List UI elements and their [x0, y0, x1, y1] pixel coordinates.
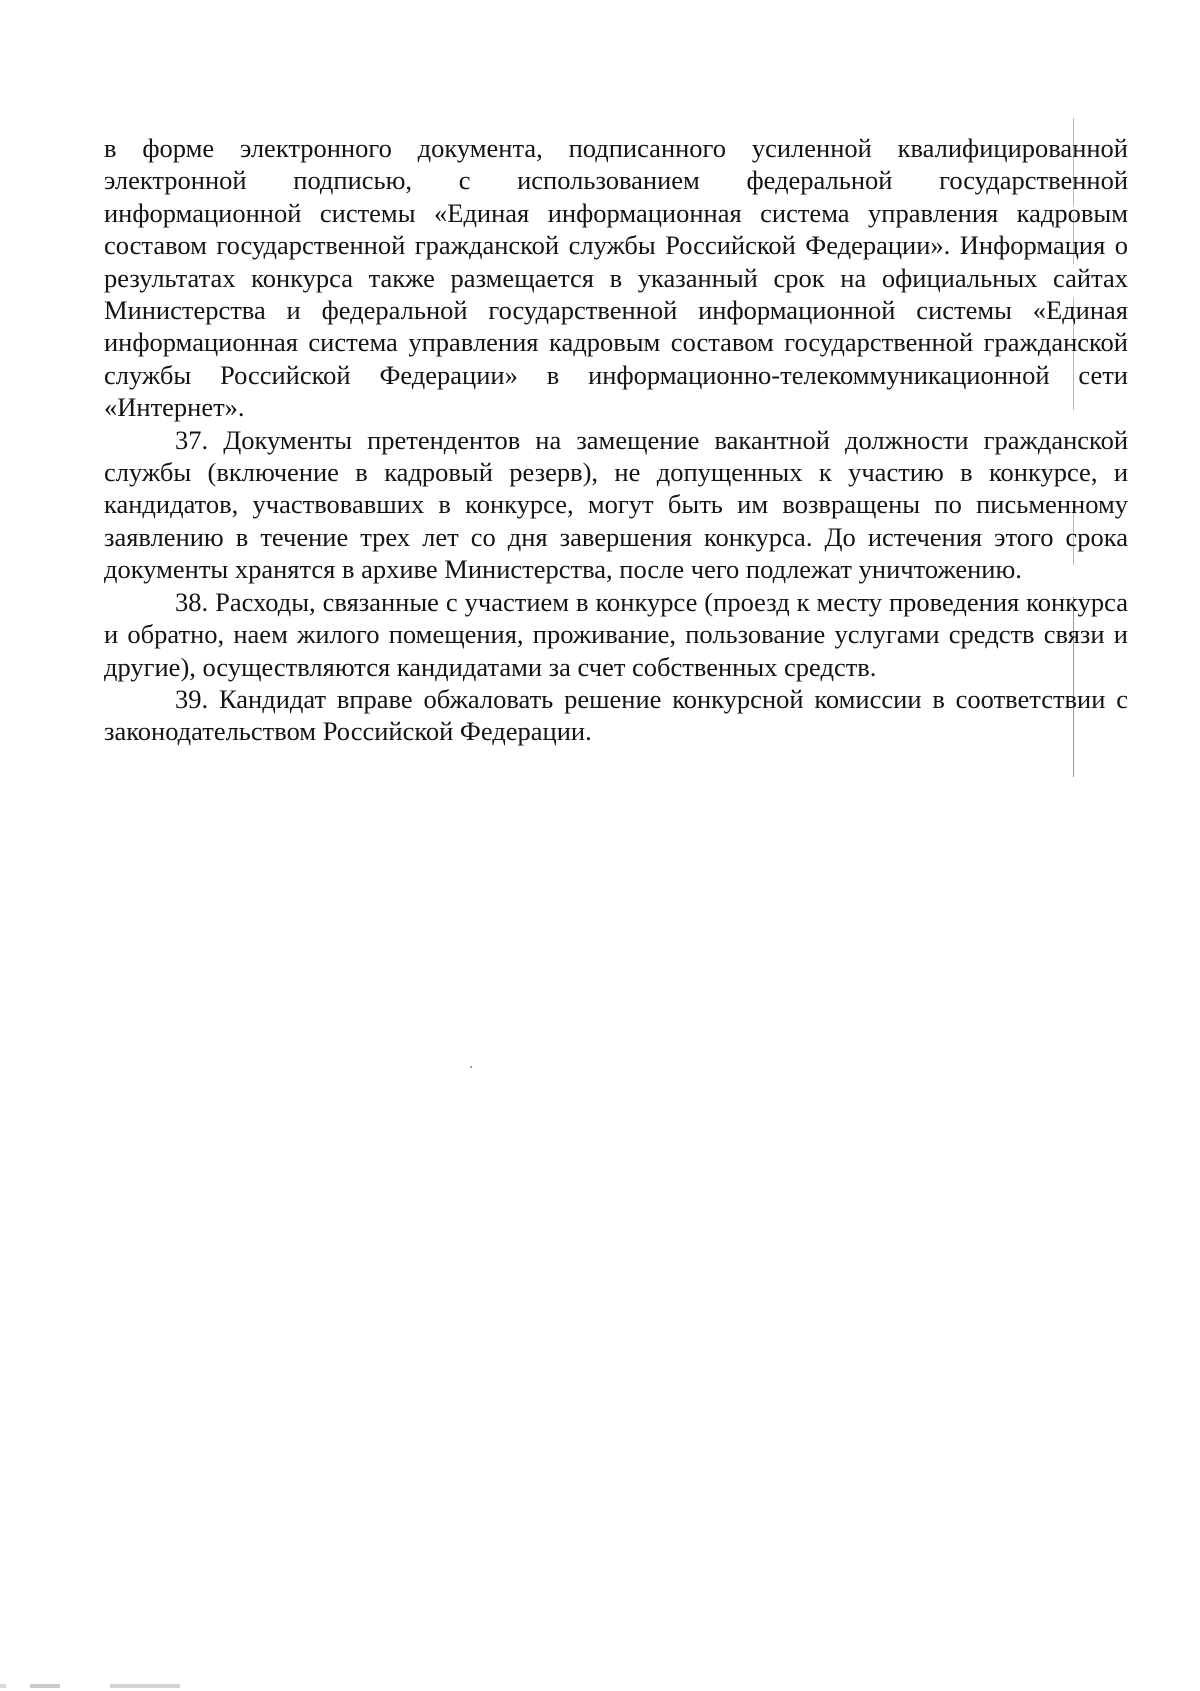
paragraph-38: 38. Расходы, связанные с участием в конкурсе (проезд к месту проведения конкурса и обратно, наем жилого помещения, проживание, пользование услугами средств связи и другие), осуществляются кандидатами за счет собственных средств.: [104, 586, 1128, 682]
scan-artifact-edge: [0, 1684, 240, 1688]
scan-artifact-dot: [470, 1066, 472, 1068]
paragraph-continuation: в форме электронного документа, подписанного усиленной квалифицированной электронной подписью, с использованием федеральной государственной информационной системы «Единая информационная система управления кадровым составом государственной гражданской службы Российской Федерации». Информация о результатах конкурса также размещается в указанный срок на официальных сайтах Министерства и федеральной государственной информационной системы «Единая информационная система управления кадровым составом государственной гражданской службы Российской Федерации» в информационно-телекоммуникационной сети «Интернет».: [104, 133, 1128, 423]
paragraph-39: 39. Кандидат вправе обжаловать решение конкурсной комиссии в соответствии с законодательством Российской Федерации.: [104, 683, 1128, 747]
paragraph-37: 37. Документы претендентов на замещение вакантной должности гражданской службы (включение в кадровый резерв), не допущенных к участию в конкурсе, и кандидатов, участвовавших в конкурсе, могут быть им возвращены по письменному заявлению в течение трех лет со дня завершения конкурса. До истечения этого срока документы хранятся в архиве Министерства, после чего подлежат уничтожению.: [104, 424, 1128, 585]
document-body: [104, 132, 1128, 748]
